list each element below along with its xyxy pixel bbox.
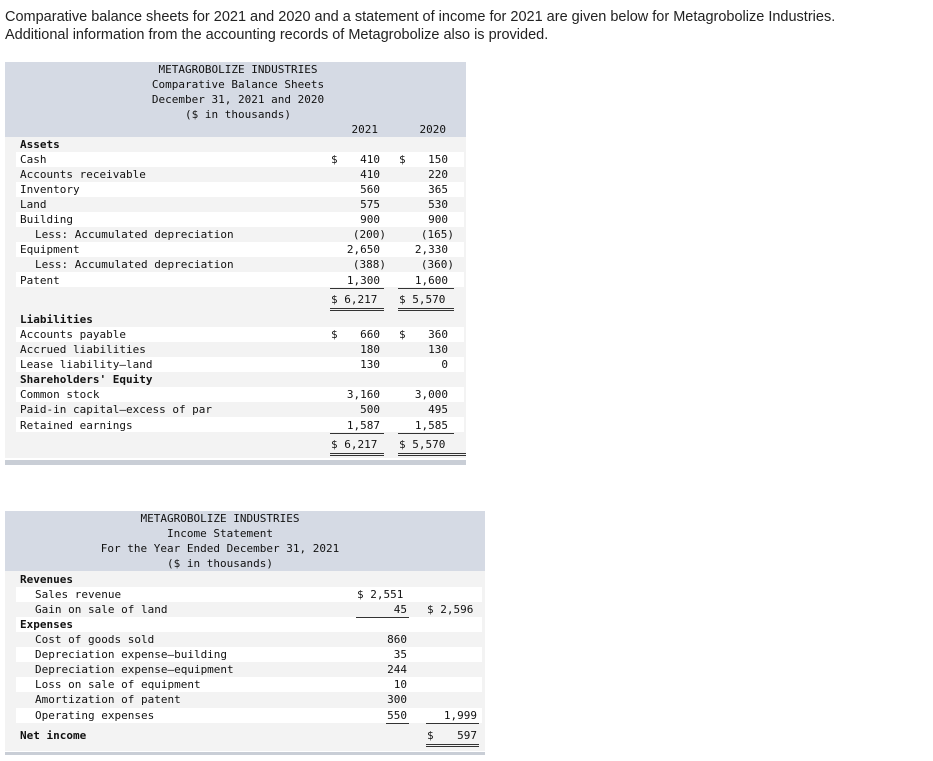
asset-value-2021: 2,650	[346, 243, 380, 256]
liability-value-2020: 130	[428, 343, 448, 356]
expenses-total: 1,999	[443, 709, 477, 722]
expense-label: Operating expenses	[35, 709, 155, 722]
equity-value-2021: 3,160	[346, 388, 380, 401]
liability-value-2021: 130	[360, 358, 380, 371]
intro-line-1: Comparative balance sheets for 2021 and 2020 and a statement of income for 2021 are given below for Metagrobolize Industries.	[5, 9, 836, 25]
asset-label: Less: Accumulated depreciation	[35, 228, 234, 241]
liability-label: Accrued liabilities	[20, 343, 146, 356]
expense-value: 244	[387, 663, 407, 676]
underline	[398, 288, 454, 289]
double-underline	[398, 308, 454, 309]
balance-units: ($ in thousands)	[185, 108, 291, 121]
asset-value-2021: 1,300	[346, 274, 380, 287]
asset-value-2021: 410	[360, 153, 380, 166]
equity-value-2021: 500	[360, 403, 380, 416]
equity-value-2020: 495	[428, 403, 448, 416]
liability-value-2020: 360	[428, 328, 448, 341]
revenues-total: $ 2,596	[427, 603, 474, 616]
asset-label: Land	[20, 198, 47, 211]
expenses-heading: Expenses	[20, 618, 73, 631]
sales-revenue-value: $ 2,551	[357, 588, 404, 601]
asset-value-2021: 900	[360, 213, 380, 226]
expense-label: Depreciation expense–equipment	[35, 663, 234, 676]
liab-equity-total-2020: $ 5,570	[399, 438, 446, 451]
expense-value: 10	[393, 678, 407, 691]
expense-value: 550	[387, 709, 407, 722]
double-underline	[426, 746, 479, 747]
assets-total-2020: $ 5,570	[399, 293, 446, 306]
dollar-sign: $	[399, 153, 406, 166]
income-title: Income Statement	[167, 527, 273, 540]
assets-total-2021: $ 6,217	[331, 293, 378, 306]
asset-label: Inventory	[20, 183, 80, 196]
income-units: ($ in thousands)	[167, 557, 273, 570]
dollar-sign: $	[399, 328, 406, 341]
double-underline	[398, 310, 454, 311]
table-bottom-bar	[5, 460, 466, 465]
equity-value-2020: 1,585	[414, 419, 448, 432]
asset-value-2020: 150	[428, 153, 448, 166]
asset-value-2021: (200)	[352, 228, 386, 241]
asset-value-2021: 575	[360, 198, 380, 211]
liability-label: Lease liability–land	[20, 358, 153, 371]
dollar-sign: $	[331, 328, 338, 341]
asset-label: Less: Accumulated depreciation	[35, 258, 234, 271]
equity-value-2021: 1,587	[346, 419, 380, 432]
table-bottom-bar	[5, 752, 485, 755]
underline	[398, 433, 454, 434]
equity-label: Retained earnings	[20, 419, 133, 432]
assets-heading: Assets	[20, 138, 60, 151]
asset-label: Accounts receivable	[20, 168, 146, 181]
intro-line-2: Additional information from the accounting records of Metagrobolize also is provided.	[5, 27, 549, 43]
asset-label: Cash	[20, 153, 47, 166]
equity-value-2020: 3,000	[414, 388, 448, 401]
income-period: For the Year Ended December 31, 2021	[100, 542, 340, 555]
net-income-value: 597	[457, 729, 477, 742]
liability-value-2020: 0	[441, 358, 448, 371]
underline	[426, 723, 479, 724]
asset-value-2020: 220	[428, 168, 448, 181]
equity-label: Paid-in capital–excess of par	[20, 403, 213, 416]
expense-label: Cost of goods sold	[35, 633, 155, 646]
asset-value-2021: (388)	[352, 258, 386, 271]
expense-label: Loss on sale of equipment	[35, 678, 201, 691]
intro-text	[5, 8, 925, 44]
expense-label: Depreciation expense–building	[35, 648, 228, 661]
double-underline	[426, 744, 479, 745]
double-underline	[330, 308, 384, 309]
underline	[330, 433, 384, 434]
double-underline	[398, 453, 466, 454]
liab-equity-total-2021: $ 6,217	[331, 438, 378, 451]
asset-value-2020: (360)	[420, 258, 454, 271]
asset-value-2020: (165)	[420, 228, 454, 241]
revenues-heading: Revenues	[20, 573, 73, 586]
liability-value-2021: 660	[360, 328, 380, 341]
equity-label: Common stock	[20, 388, 100, 401]
asset-label: Patent	[20, 274, 60, 287]
underline	[386, 723, 409, 724]
liability-value-2021: 180	[360, 343, 380, 356]
gain-on-sale-value: 45	[393, 603, 407, 616]
gain-on-sale-label: Gain on sale of land	[35, 603, 168, 616]
balance-title: Comparative Balance Sheets	[151, 78, 325, 91]
asset-value-2020: 530	[428, 198, 448, 211]
column-header-2021: 2021	[351, 123, 378, 136]
liability-label: Accounts payable	[20, 328, 126, 341]
asset-value-2020: 365	[428, 183, 448, 196]
income-company-name: METAGROBOLIZE INDUSTRIES	[140, 512, 300, 525]
asset-value-2021: 410	[360, 168, 380, 181]
expense-label: Amortization of patent	[35, 693, 181, 706]
balance-company-name: METAGROBOLIZE INDUSTRIES	[158, 63, 318, 76]
double-underline	[330, 310, 384, 311]
asset-value-2020: 2,330	[414, 243, 448, 256]
expense-value: 860	[387, 633, 407, 646]
column-header-2020: 2020	[419, 123, 446, 136]
double-underline	[330, 455, 384, 456]
double-underline	[398, 455, 466, 456]
balance-date: December 31, 2021 and 2020	[151, 93, 325, 106]
underline	[330, 288, 384, 289]
double-underline	[330, 453, 384, 454]
liabilities-heading: Liabilities	[20, 313, 93, 326]
dollar-sign: $	[427, 729, 434, 742]
expense-value: 300	[387, 693, 407, 706]
net-income-label: Net income	[20, 729, 87, 742]
asset-value-2020: 900	[428, 213, 448, 226]
equity-heading: Shareholders' Equity	[20, 373, 153, 386]
sales-revenue-label: Sales revenue	[35, 588, 122, 601]
asset-value-2021: 560	[360, 183, 380, 196]
underline	[356, 617, 409, 618]
asset-value-2020: 1,600	[414, 274, 448, 287]
dollar-sign: $	[331, 153, 338, 166]
expense-value: 35	[393, 648, 407, 661]
asset-label: Equipment	[20, 243, 80, 256]
asset-label: Building	[20, 213, 73, 226]
